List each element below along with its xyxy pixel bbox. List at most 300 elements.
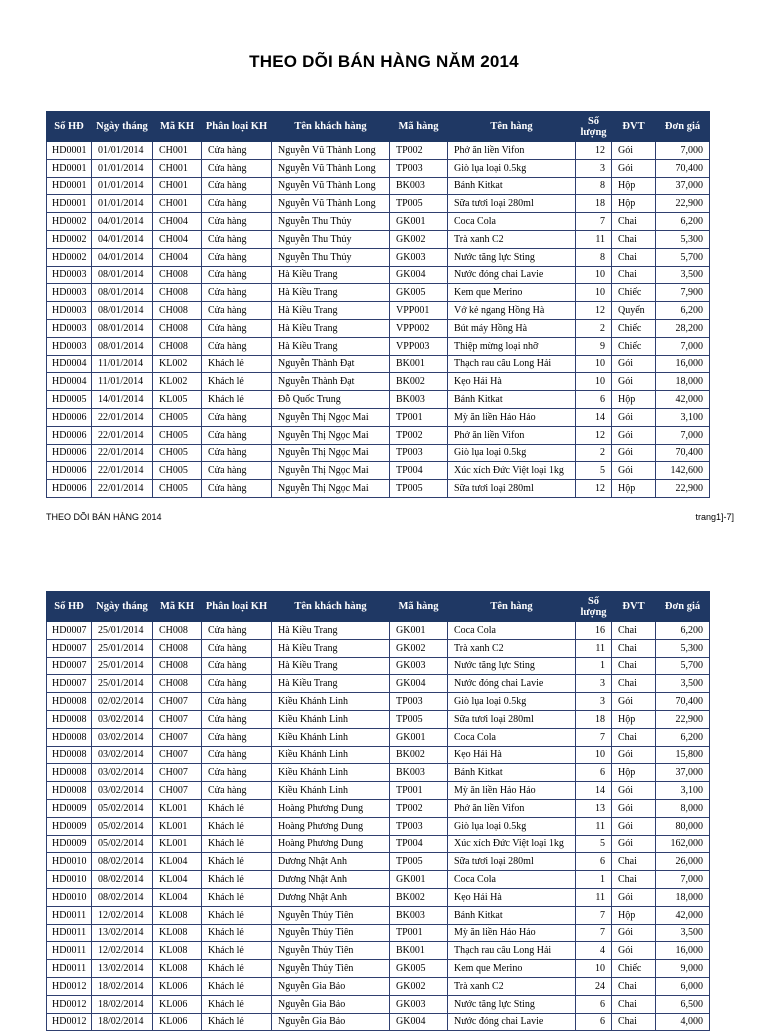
cell-product-name: Bánh Kitkat — [448, 391, 576, 409]
column-header-product-code: Mã hàng — [390, 592, 448, 622]
cell-customer-code: CH008 — [153, 302, 202, 320]
cell-date: 18/02/2014 — [92, 995, 153, 1013]
cell-date: 25/01/2014 — [92, 639, 153, 657]
column-header-unit-price: Đơn giá — [656, 592, 710, 622]
cell-unit: Gói — [612, 835, 656, 853]
cell-product-name: Kẹo Hải Hà — [448, 373, 576, 391]
cell-product-code: TP001 — [390, 408, 448, 426]
cell-unit: Gói — [612, 746, 656, 764]
cell-unit-price: 6,200 — [656, 213, 710, 231]
cell-invoice-no: HD0012 — [47, 977, 92, 995]
cell-customer-name: Nguyễn Thị Ngọc Mai — [272, 444, 390, 462]
cell-product-code: GK002 — [390, 639, 448, 657]
cell-unit: Chiếc — [612, 960, 656, 978]
cell-quantity: 7 — [576, 213, 612, 231]
cell-customer-name: Nguyễn Thành Đạt — [272, 373, 390, 391]
cell-customer-type: Khách lẻ — [202, 817, 272, 835]
cell-invoice-no: HD0007 — [47, 675, 92, 693]
cell-date: 02/02/2014 — [92, 693, 153, 711]
cell-product-name: Trà xanh C2 — [448, 977, 576, 995]
cell-product-name: Coca Cola — [448, 871, 576, 889]
cell-date: 03/02/2014 — [92, 764, 153, 782]
cell-customer-type: Cửa hàng — [202, 213, 272, 231]
cell-date: 03/02/2014 — [92, 746, 153, 764]
cell-customer-code: CH008 — [153, 337, 202, 355]
cell-customer-name: Nguyễn Gia Bảo — [272, 995, 390, 1013]
cell-unit: Gói — [612, 817, 656, 835]
cell-invoice-no: HD0012 — [47, 1013, 92, 1031]
cell-date: 08/01/2014 — [92, 319, 153, 337]
cell-product-name: Giò lụa loại 0.5kg — [448, 693, 576, 711]
cell-customer-code: CH001 — [153, 142, 202, 160]
cell-customer-code: KL008 — [153, 906, 202, 924]
cell-date: 08/02/2014 — [92, 871, 153, 889]
cell-customer-name: Nguyễn Vũ Thành Long — [272, 142, 390, 160]
cell-customer-type: Cửa hàng — [202, 284, 272, 302]
column-header-invoice-no: Số HĐ — [47, 592, 92, 622]
cell-quantity: 10 — [576, 355, 612, 373]
cell-invoice-no: HD0012 — [47, 995, 92, 1013]
cell-invoice-no: HD0006 — [47, 444, 92, 462]
cell-customer-name: Nguyễn Thủy Tiên — [272, 924, 390, 942]
cell-customer-name: Hà Kiều Trang — [272, 337, 390, 355]
cell-customer-type: Cửa hàng — [202, 142, 272, 160]
cell-product-name: Bút máy Hồng Hà — [448, 319, 576, 337]
cell-invoice-no: HD0003 — [47, 319, 92, 337]
cell-quantity: 3 — [576, 693, 612, 711]
cell-unit: Gói — [612, 159, 656, 177]
cell-date: 12/02/2014 — [92, 906, 153, 924]
cell-date: 08/02/2014 — [92, 853, 153, 871]
cell-unit-price: 6,000 — [656, 977, 710, 995]
table-row — [47, 159, 710, 177]
cell-invoice-no: HD0009 — [47, 799, 92, 817]
table-row — [47, 799, 710, 817]
cell-customer-type: Cửa hàng — [202, 337, 272, 355]
cell-invoice-no: HD0011 — [47, 942, 92, 960]
cell-customer-type: Khách lẻ — [202, 995, 272, 1013]
cell-unit-price: 8,000 — [656, 799, 710, 817]
cell-date: 04/01/2014 — [92, 248, 153, 266]
cell-unit-price: 70,400 — [656, 159, 710, 177]
cell-unit: Chai — [612, 1013, 656, 1031]
column-header-unit: ĐVT — [612, 112, 656, 142]
cell-customer-name: Nguyễn Thị Ngọc Mai — [272, 480, 390, 498]
column-header-product-name: Tên hàng — [448, 112, 576, 142]
cell-customer-code: KL001 — [153, 817, 202, 835]
cell-customer-type: Cửa hàng — [202, 177, 272, 195]
cell-date: 05/02/2014 — [92, 835, 153, 853]
table-row — [47, 728, 710, 746]
cell-invoice-no: HD0008 — [47, 746, 92, 764]
cell-date: 22/01/2014 — [92, 462, 153, 480]
cell-unit-price: 7,000 — [656, 142, 710, 160]
cell-product-name: Bánh Kitkat — [448, 906, 576, 924]
cell-customer-code: CH008 — [153, 639, 202, 657]
cell-product-name: Trà xanh C2 — [448, 230, 576, 248]
cell-date: 08/01/2014 — [92, 284, 153, 302]
cell-product-name: Sữa tươi loại 280ml — [448, 480, 576, 498]
cell-customer-type: Cửa hàng — [202, 302, 272, 320]
cell-customer-type: Cửa hàng — [202, 622, 272, 640]
cell-unit-price: 70,400 — [656, 693, 710, 711]
cell-customer-type: Cửa hàng — [202, 426, 272, 444]
cell-date: 22/01/2014 — [92, 480, 153, 498]
cell-unit-price: 7,900 — [656, 284, 710, 302]
cell-quantity: 1 — [576, 871, 612, 889]
table-row — [47, 710, 710, 728]
table-row — [47, 230, 710, 248]
cell-unit-price: 28,200 — [656, 319, 710, 337]
cell-customer-type: Cửa hàng — [202, 266, 272, 284]
cell-customer-type: Khách lẻ — [202, 853, 272, 871]
cell-unit: Gói — [612, 426, 656, 444]
column-header-customer-type: Phân loại KH — [202, 112, 272, 142]
cell-customer-code: CH008 — [153, 675, 202, 693]
cell-product-name: Sữa tươi loại 280ml — [448, 710, 576, 728]
cell-customer-name: Hà Kiều Trang — [272, 302, 390, 320]
cell-product-code: TP003 — [390, 693, 448, 711]
cell-customer-name: Nguyễn Thu Thủy — [272, 248, 390, 266]
cell-customer-code: CH001 — [153, 195, 202, 213]
cell-unit-price: 6,200 — [656, 728, 710, 746]
cell-customer-type: Cửa hàng — [202, 693, 272, 711]
cell-invoice-no: HD0007 — [47, 622, 92, 640]
cell-unit: Gói — [612, 693, 656, 711]
cell-product-code: VPP002 — [390, 319, 448, 337]
cell-invoice-no: HD0002 — [47, 213, 92, 231]
cell-quantity: 18 — [576, 195, 612, 213]
cell-customer-code: CH005 — [153, 480, 202, 498]
cell-date: 03/02/2014 — [92, 710, 153, 728]
cell-product-code: GK004 — [390, 266, 448, 284]
cell-unit-price: 142,600 — [656, 462, 710, 480]
cell-customer-code: CH008 — [153, 657, 202, 675]
cell-product-code: TP004 — [390, 835, 448, 853]
cell-unit: Chiếc — [612, 319, 656, 337]
cell-customer-name: Hà Kiều Trang — [272, 675, 390, 693]
cell-customer-code: CH007 — [153, 693, 202, 711]
cell-invoice-no: HD0008 — [47, 764, 92, 782]
cell-date: 25/01/2014 — [92, 675, 153, 693]
table-row — [47, 213, 710, 231]
cell-date: 01/01/2014 — [92, 159, 153, 177]
cell-customer-code: CH001 — [153, 177, 202, 195]
cell-product-name: Trà xanh C2 — [448, 639, 576, 657]
cell-customer-code: CH007 — [153, 782, 202, 800]
cell-date: 18/02/2014 — [92, 977, 153, 995]
cell-unit-price: 18,000 — [656, 373, 710, 391]
table-row — [47, 835, 710, 853]
footer-page-number: trang1]-7] — [695, 512, 734, 522]
table-row — [47, 480, 710, 498]
table-row — [47, 462, 710, 480]
cell-customer-name: Nguyễn Vũ Thành Long — [272, 177, 390, 195]
cell-customer-code: CH008 — [153, 622, 202, 640]
table-row — [47, 871, 710, 889]
cell-date: 11/01/2014 — [92, 373, 153, 391]
cell-invoice-no: HD0008 — [47, 710, 92, 728]
cell-date: 03/02/2014 — [92, 782, 153, 800]
cell-product-name: Sữa tươi loại 280ml — [448, 853, 576, 871]
cell-product-name: Phở ăn liền Vifon — [448, 799, 576, 817]
cell-unit: Chai — [612, 266, 656, 284]
cell-product-name: Nước tăng lực Sting — [448, 995, 576, 1013]
cell-customer-code: KL004 — [153, 871, 202, 889]
cell-product-code: GK001 — [390, 213, 448, 231]
cell-unit: Gói — [612, 462, 656, 480]
cell-unit-price: 9,000 — [656, 960, 710, 978]
table-row — [47, 639, 710, 657]
cell-product-code: GK003 — [390, 995, 448, 1013]
table-row — [47, 284, 710, 302]
cell-unit: Chai — [612, 871, 656, 889]
cell-invoice-no: HD0011 — [47, 960, 92, 978]
sales-table-page-2 — [46, 591, 710, 1031]
cell-quantity: 12 — [576, 480, 612, 498]
cell-unit: Gói — [612, 408, 656, 426]
cell-invoice-no: HD0003 — [47, 284, 92, 302]
cell-unit-price: 70,400 — [656, 444, 710, 462]
cell-invoice-no: HD0011 — [47, 924, 92, 942]
cell-product-code: VPP003 — [390, 337, 448, 355]
cell-quantity: 11 — [576, 230, 612, 248]
cell-customer-code: CH008 — [153, 319, 202, 337]
cell-customer-name: Nguyễn Vũ Thành Long — [272, 195, 390, 213]
cell-quantity: 2 — [576, 444, 612, 462]
cell-customer-type: Cửa hàng — [202, 319, 272, 337]
cell-quantity: 11 — [576, 888, 612, 906]
cell-product-code: TP002 — [390, 426, 448, 444]
cell-unit-price: 4,000 — [656, 1013, 710, 1031]
cell-date: 25/01/2014 — [92, 657, 153, 675]
cell-quantity: 5 — [576, 835, 612, 853]
cell-date: 01/01/2014 — [92, 195, 153, 213]
cell-unit: Hộp — [612, 195, 656, 213]
cell-customer-type: Cửa hàng — [202, 782, 272, 800]
column-header-customer-code: Mã KH — [153, 112, 202, 142]
cell-product-name: Giò lụa loại 0.5kg — [448, 817, 576, 835]
cell-date: 13/02/2014 — [92, 924, 153, 942]
column-header-date: Ngày tháng — [92, 592, 153, 622]
cell-quantity: 12 — [576, 426, 612, 444]
table-row — [47, 746, 710, 764]
cell-product-name: Bánh Kitkat — [448, 177, 576, 195]
cell-unit-price: 3,500 — [656, 924, 710, 942]
cell-product-name: Coca Cola — [448, 622, 576, 640]
cell-customer-name: Hà Kiều Trang — [272, 639, 390, 657]
cell-invoice-no: HD0002 — [47, 230, 92, 248]
cell-invoice-no: HD0008 — [47, 782, 92, 800]
cell-customer-type: Cửa hàng — [202, 480, 272, 498]
table-row — [47, 426, 710, 444]
cell-invoice-no: HD0001 — [47, 195, 92, 213]
cell-product-name: Kẹo Hải Hà — [448, 746, 576, 764]
table-row — [47, 337, 710, 355]
cell-customer-code: KL006 — [153, 977, 202, 995]
cell-invoice-no: HD0011 — [47, 906, 92, 924]
cell-quantity: 8 — [576, 248, 612, 266]
cell-product-code: GK002 — [390, 977, 448, 995]
cell-invoice-no: HD0006 — [47, 426, 92, 444]
cell-quantity: 16 — [576, 622, 612, 640]
column-header-customer-name: Tên khách hàng — [272, 112, 390, 142]
cell-unit-price: 37,000 — [656, 764, 710, 782]
cell-date: 05/02/2014 — [92, 817, 153, 835]
cell-product-name: Giò lụa loại 0.5kg — [448, 159, 576, 177]
cell-product-name: Nước tăng lực Sting — [448, 248, 576, 266]
footer-left-text: THEO DÕI BÁN HÀNG 2014 — [46, 512, 162, 522]
cell-customer-type: Khách lẻ — [202, 942, 272, 960]
cell-quantity: 6 — [576, 391, 612, 409]
cell-unit: Hộp — [612, 177, 656, 195]
cell-customer-name: Dương Nhật Anh — [272, 871, 390, 889]
cell-customer-code: KL004 — [153, 853, 202, 871]
cell-product-name: Giò lụa loại 0.5kg — [448, 444, 576, 462]
table-header-row — [47, 112, 710, 142]
cell-product-name: Mỳ ăn liền Hảo Hảo — [448, 408, 576, 426]
cell-date: 08/01/2014 — [92, 337, 153, 355]
cell-date: 22/01/2014 — [92, 444, 153, 462]
cell-customer-name: Nguyễn Thành Đạt — [272, 355, 390, 373]
cell-quantity: 12 — [576, 142, 612, 160]
cell-invoice-no: HD0003 — [47, 337, 92, 355]
cell-product-name: Coca Cola — [448, 728, 576, 746]
cell-product-code: GK005 — [390, 284, 448, 302]
table-row — [47, 622, 710, 640]
cell-customer-code: CH005 — [153, 426, 202, 444]
cell-date: 22/01/2014 — [92, 408, 153, 426]
cell-date: 25/01/2014 — [92, 622, 153, 640]
cell-customer-name: Nguyễn Thủy Tiên — [272, 942, 390, 960]
cell-customer-name: Nguyễn Thị Ngọc Mai — [272, 426, 390, 444]
cell-invoice-no: HD0010 — [47, 853, 92, 871]
cell-customer-name: Kiều Khánh Linh — [272, 728, 390, 746]
cell-quantity: 1 — [576, 657, 612, 675]
cell-customer-type: Cửa hàng — [202, 675, 272, 693]
cell-customer-code: CH007 — [153, 710, 202, 728]
column-header-unit: ĐVT — [612, 592, 656, 622]
cell-unit: Chai — [612, 977, 656, 995]
cell-customer-type: Khách lẻ — [202, 391, 272, 409]
cell-product-name: Bánh Kitkat — [448, 764, 576, 782]
cell-unit-price: 3,500 — [656, 266, 710, 284]
cell-customer-code: KL006 — [153, 995, 202, 1013]
cell-customer-code: KL008 — [153, 924, 202, 942]
table-row — [47, 782, 710, 800]
cell-customer-name: Hà Kiều Trang — [272, 319, 390, 337]
cell-product-code: TP001 — [390, 924, 448, 942]
cell-customer-type: Cửa hàng — [202, 248, 272, 266]
cell-customer-name: Kiều Khánh Linh — [272, 782, 390, 800]
cell-product-name: Nước đóng chai Lavie — [448, 1013, 576, 1031]
column-header-customer-code: Mã KH — [153, 592, 202, 622]
cell-product-code: TP005 — [390, 853, 448, 871]
cell-customer-name: Dương Nhật Anh — [272, 888, 390, 906]
cell-unit-price: 16,000 — [656, 942, 710, 960]
cell-product-code: TP005 — [390, 480, 448, 498]
cell-date: 05/02/2014 — [92, 799, 153, 817]
table-row — [47, 888, 710, 906]
cell-product-code: GK001 — [390, 871, 448, 889]
cell-unit-price: 22,900 — [656, 195, 710, 213]
cell-product-code: BK003 — [390, 391, 448, 409]
table-row — [47, 675, 710, 693]
cell-quantity: 6 — [576, 764, 612, 782]
cell-unit-price: 3,100 — [656, 408, 710, 426]
cell-customer-name: Hoàng Phương Dung — [272, 817, 390, 835]
cell-product-name: Kẹo Hải Hà — [448, 888, 576, 906]
cell-unit-price: 15,800 — [656, 746, 710, 764]
cell-product-name: Sữa tươi loại 280ml — [448, 195, 576, 213]
cell-invoice-no: HD0008 — [47, 728, 92, 746]
cell-unit: Gói — [612, 355, 656, 373]
cell-unit-price: 80,000 — [656, 817, 710, 835]
cell-date: 18/02/2014 — [92, 1013, 153, 1031]
cell-unit-price: 22,900 — [656, 480, 710, 498]
cell-customer-type: Khách lẻ — [202, 924, 272, 942]
cell-customer-code: KL008 — [153, 960, 202, 978]
cell-customer-type: Khách lẻ — [202, 906, 272, 924]
cell-unit: Gói — [612, 142, 656, 160]
cell-unit-price: 42,000 — [656, 906, 710, 924]
cell-unit: Gói — [612, 888, 656, 906]
cell-product-name: Phở ăn liền Vifon — [448, 142, 576, 160]
table-row — [47, 248, 710, 266]
cell-unit: Gói — [612, 924, 656, 942]
column-header-unit-price: Đơn giá — [656, 112, 710, 142]
cell-unit: Gói — [612, 942, 656, 960]
cell-customer-name: Hà Kiều Trang — [272, 657, 390, 675]
cell-customer-name: Nguyễn Gia Bảo — [272, 1013, 390, 1031]
cell-customer-type: Khách lẻ — [202, 960, 272, 978]
cell-product-name: Kem que Merino — [448, 960, 576, 978]
cell-quantity: 5 — [576, 462, 612, 480]
table-row — [47, 391, 710, 409]
table-row — [47, 906, 710, 924]
cell-product-name: Mỳ ăn liền Hảo Hảo — [448, 782, 576, 800]
cell-customer-code: CH007 — [153, 728, 202, 746]
cell-product-code: GK002 — [390, 230, 448, 248]
cell-date: 13/02/2014 — [92, 960, 153, 978]
cell-quantity: 24 — [576, 977, 612, 995]
cell-customer-type: Khách lẻ — [202, 835, 272, 853]
table-row — [47, 266, 710, 284]
cell-customer-code: CH007 — [153, 746, 202, 764]
cell-customer-type: Khách lẻ — [202, 799, 272, 817]
sales-table-page-1 — [46, 111, 710, 498]
cell-unit: Chai — [612, 728, 656, 746]
cell-quantity: 7 — [576, 906, 612, 924]
cell-date: 08/02/2014 — [92, 888, 153, 906]
cell-unit: Chai — [612, 675, 656, 693]
column-header-customer-type: Phân loại KH — [202, 592, 272, 622]
cell-unit-price: 5,300 — [656, 230, 710, 248]
cell-product-name: Nước tăng lực Sting — [448, 657, 576, 675]
cell-customer-type: Khách lẻ — [202, 373, 272, 391]
cell-customer-code: KL004 — [153, 888, 202, 906]
table-row — [47, 302, 710, 320]
table-row — [47, 693, 710, 711]
table-row — [47, 373, 710, 391]
cell-unit: Hộp — [612, 480, 656, 498]
cell-unit: Chai — [612, 248, 656, 266]
cell-unit-price: 37,000 — [656, 177, 710, 195]
cell-unit-price: 7,000 — [656, 871, 710, 889]
cell-invoice-no: HD0001 — [47, 159, 92, 177]
cell-customer-name: Kiều Khánh Linh — [272, 710, 390, 728]
cell-customer-type: Cửa hàng — [202, 159, 272, 177]
